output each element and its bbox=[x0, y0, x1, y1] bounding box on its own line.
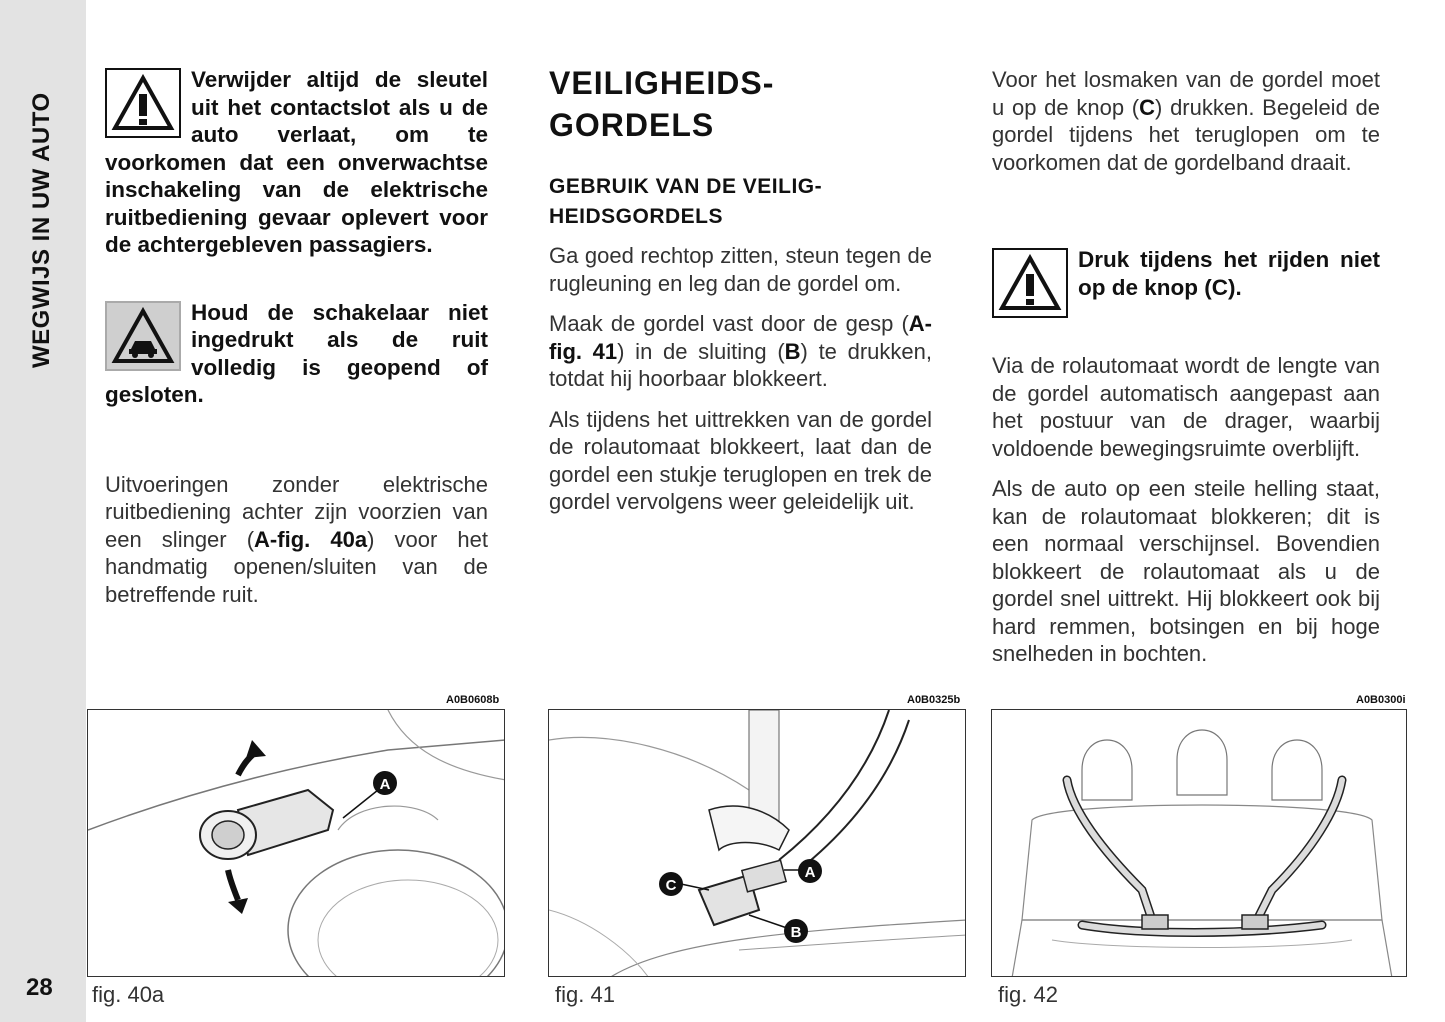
column-3 bbox=[992, 66, 1380, 668]
belt-para-3: Als tijdens het uittrekken van de gordel de rolautomaat blokkeert, laat dan de gordel een stukje teruglopen en trek de gordel vervolgens weer geleidelijk uit. bbox=[549, 406, 932, 514]
callout-label: C bbox=[665, 877, 677, 894]
crank-paragraph: Uitvoeringen zonder elektrische ruitbediening achter zijn voorzien van een slinger (A-fig. 40a) voor het handmatig openen/sluiten van de betreffende ruit. bbox=[105, 471, 488, 607]
figure-41 bbox=[548, 709, 966, 977]
callout-label: A bbox=[804, 864, 816, 881]
warning-key bbox=[105, 66, 488, 259]
sidebar bbox=[0, 0, 86, 1022]
figure-code: A0B0300i bbox=[1356, 694, 1406, 706]
warning-button-text: Druk tijdens het rijden niet op de knop (C). bbox=[1078, 247, 1380, 300]
figure-40a bbox=[87, 709, 505, 977]
fig-ref-40a: A-fig. 40a bbox=[254, 526, 368, 552]
callout-label: A bbox=[379, 776, 391, 793]
warning-triangle-icon bbox=[105, 68, 181, 138]
page-number: 28 bbox=[26, 974, 53, 1001]
rear-seat-belts-illustration bbox=[992, 710, 1407, 977]
callout-label: B bbox=[790, 924, 802, 941]
seatbelt-buckle-illustration bbox=[549, 710, 966, 977]
belt-para-1: Ga goed rechtop zitten, steun tegen de rugleuning en leg dan de gordel om. bbox=[549, 243, 932, 296]
ref-b: B bbox=[784, 338, 801, 364]
figure-code: A0B0608b bbox=[446, 694, 500, 706]
column-1 bbox=[105, 66, 488, 608]
window-warning-icon bbox=[105, 301, 181, 371]
release-paragraph: Voor het losmaken van de gordel moet u op de knop (C) drukken. Begeleid de gordel tijdens het teruglopen om te voorkomen dat de gordelband draait. bbox=[992, 67, 1380, 175]
warning-triangle-icon bbox=[992, 248, 1068, 318]
subsection-title: GEBRUIK VAN DE VEILIG- HEIDSGORDELS bbox=[549, 175, 823, 228]
ref-c: C bbox=[1139, 94, 1156, 120]
fig-ref-41: A-fig. 41 bbox=[549, 311, 932, 364]
retractor-para-1: Via de rolautomaat wordt de lengte van de gordel automatisch aangepast aan het postuur van de drager, waarbij voldoende bewegingsruimte overblijft. bbox=[992, 353, 1380, 461]
retractor-para-2: Als de auto op een steile helling staat, kan de rolautomaat blokkeren; dit is een normaal verschijnsel. Bovendien blokkeert de rolautomaat als u de gordel snel uittrekt. Hij blokkeert ook bij hard remmen, botsingen en bij hoge snelheden in bochten. bbox=[992, 476, 1380, 666]
warning-switch bbox=[105, 299, 488, 409]
chapter-title: WEGWIJS IN UW AUTO bbox=[28, 92, 55, 368]
warning-button bbox=[992, 246, 1380, 320]
belt-para-2: Maak de gordel vast door de gesp (A-fig. 41) in de sluiting (B) te drukken, totdat hij hoorbaar blokkeert. bbox=[549, 311, 932, 391]
figure-code: A0B0325b bbox=[907, 694, 961, 706]
warning-switch-text: Houd de schakelaar niet ingedrukt als de ruit volledig is geopend of gesloten. bbox=[105, 299, 488, 407]
figure-caption: fig. 41 bbox=[555, 982, 615, 1007]
section-title: VEILIGHEIDS- GORDELS bbox=[549, 65, 775, 143]
figure-42 bbox=[991, 709, 1407, 977]
column-2 bbox=[549, 62, 932, 516]
figure-caption: fig. 42 bbox=[998, 982, 1058, 1007]
window-crank-illustration bbox=[88, 710, 505, 977]
warning-key-text: Verwijder altijd de sleutel uit het contactslot als u de auto verlaat, om te voorkomen dat een onverwachtse inschakeling van de elektrische ruitbediening gevaar oplevert voor de achtergebleven passagiers. bbox=[105, 67, 488, 257]
figure-caption: fig. 40a bbox=[92, 982, 165, 1007]
